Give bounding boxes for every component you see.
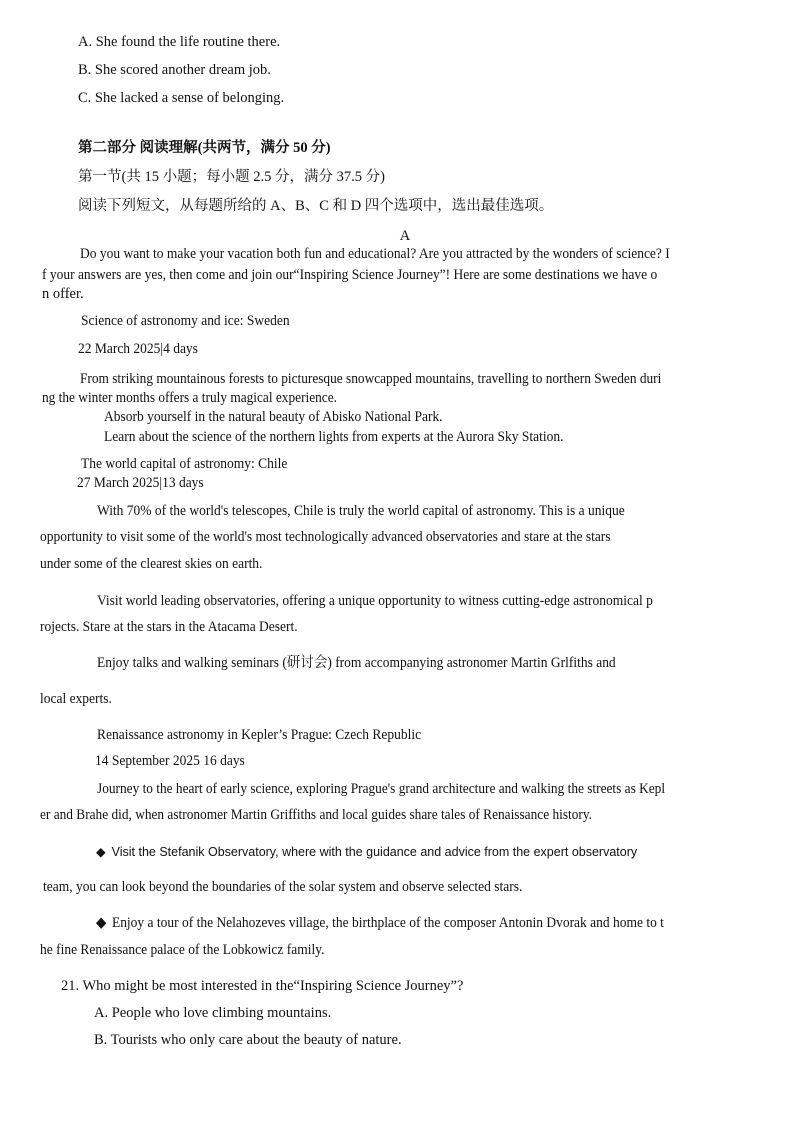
passage-label: A <box>399 228 411 244</box>
prague-bullet-2-line-2: he fine Renaissance palace of the Lobkowicz family. <box>40 942 325 958</box>
prev-option-c: C. She lacked a sense of belonging. <box>78 90 285 106</box>
question-21-option-a: A. People who love climbing mountains. <box>94 1005 332 1021</box>
prague-bullet-1-text: Visit the Stefanik Observatory, where with the guidance and advice from the expert observatory <box>111 845 638 859</box>
chile-bullet-1-line-1: Visit world leading observatories, offering a unique opportunity to witness cutting-edge astronomical p <box>97 593 653 609</box>
intro-line-2: f your answers are yes, then come and join our“Inspiring Science Journey”! Here are some destinations we have o <box>42 267 658 283</box>
prague-desc-line-1: Journey to the heart of early science, exploring Prague's grand architecture and walking the streets as Kepl <box>97 781 666 797</box>
intro-line-1: Do you want to make your vacation both fun and educational? Are you attracted by the wonders of science? I <box>80 246 670 262</box>
prague-bullet-2-line-1 <box>96 914 664 932</box>
subsection-title: 第一节(共 15 小题；每小题 2.5 分，满分 37.5 分) <box>78 169 385 185</box>
chile-date: 27 March 2025|13 days <box>77 475 204 491</box>
chile-desc-line-1: With 70% of the world's telescopes, Chile is truly the world capital of astronomy. This is a unique <box>97 503 625 519</box>
sweden-bullet-2: Learn about the science of the northern lights from experts at the Aurora Sky Station. <box>104 429 564 445</box>
prague-date: 14 September 2025 16 days <box>95 753 245 769</box>
chile-desc-line-3: under some of the clearest skies on earth. <box>40 556 263 572</box>
chile-bullet-2-line-2: local experts. <box>40 691 112 707</box>
sweden-bullet-1: Absorb yourself in the natural beauty of Abisko National Park. <box>104 409 443 425</box>
prev-option-b: B. She scored another dream job. <box>78 62 271 78</box>
question-21-stem: 21. Who might be most interested in the“Inspiring Science Journey”? <box>61 978 464 994</box>
chile-bullet-1-line-2: rojects. Stare at the stars in the Atacama Desert. <box>40 619 298 635</box>
prague-bullet-1-line-2: team, you can look beyond the boundaries of the solar system and observe selected stars. <box>43 879 523 895</box>
section-instruction: 阅读下列短文，从每题所给的 A、B、C 和 D 四个选项中，选出最佳选项。 <box>78 198 554 214</box>
question-21-option-b: B. Tourists who only care about the beauty of nature. <box>94 1032 402 1048</box>
sweden-date: 22 March 2025|4 days <box>78 341 198 357</box>
sweden-desc-line-2: ng the winter months offers a truly magical experience. <box>42 390 337 406</box>
chile-desc-line-2: opportunity to visit some of the world's most technologically advanced observatories and stare at the stars <box>40 529 611 545</box>
diamond-bullet-icon: ◆ <box>96 915 107 931</box>
sweden-desc-line-1: From striking mountainous forests to picturesque snowcapped mountains, travelling to northern Sweden duri <box>80 371 662 387</box>
prague-bullet-1-line-1 <box>96 843 637 861</box>
intro-line-3: n offer. <box>42 286 84 302</box>
prague-desc-line-2: er and Brahe did, when astronomer Martin Griffiths and local guides share tales of Renaissance history. <box>40 807 592 823</box>
diamond-bullet-icon: ◆ <box>96 845 106 859</box>
sweden-title: Science of astronomy and ice: Sweden <box>81 313 290 329</box>
prev-option-a: A. She found the life routine there. <box>78 34 281 50</box>
chile-bullet-2-line-1: Enjoy talks and walking seminars (研讨会) from accompanying astronomer Martin Grlfiths and <box>97 655 616 671</box>
prague-title: Renaissance astronomy in Kepler’s Prague: Czech Republic <box>97 727 422 743</box>
prague-bullet-2-text: Enjoy a tour of the Nelahozeves village, the birthplace of the composer Antonin Dvorak and home to t <box>111 915 664 931</box>
section-title: 第二部分 阅读理解(共两节，满分 50 分) <box>78 140 331 156</box>
chile-title: The world capital of astronomy: Chile <box>81 456 288 472</box>
